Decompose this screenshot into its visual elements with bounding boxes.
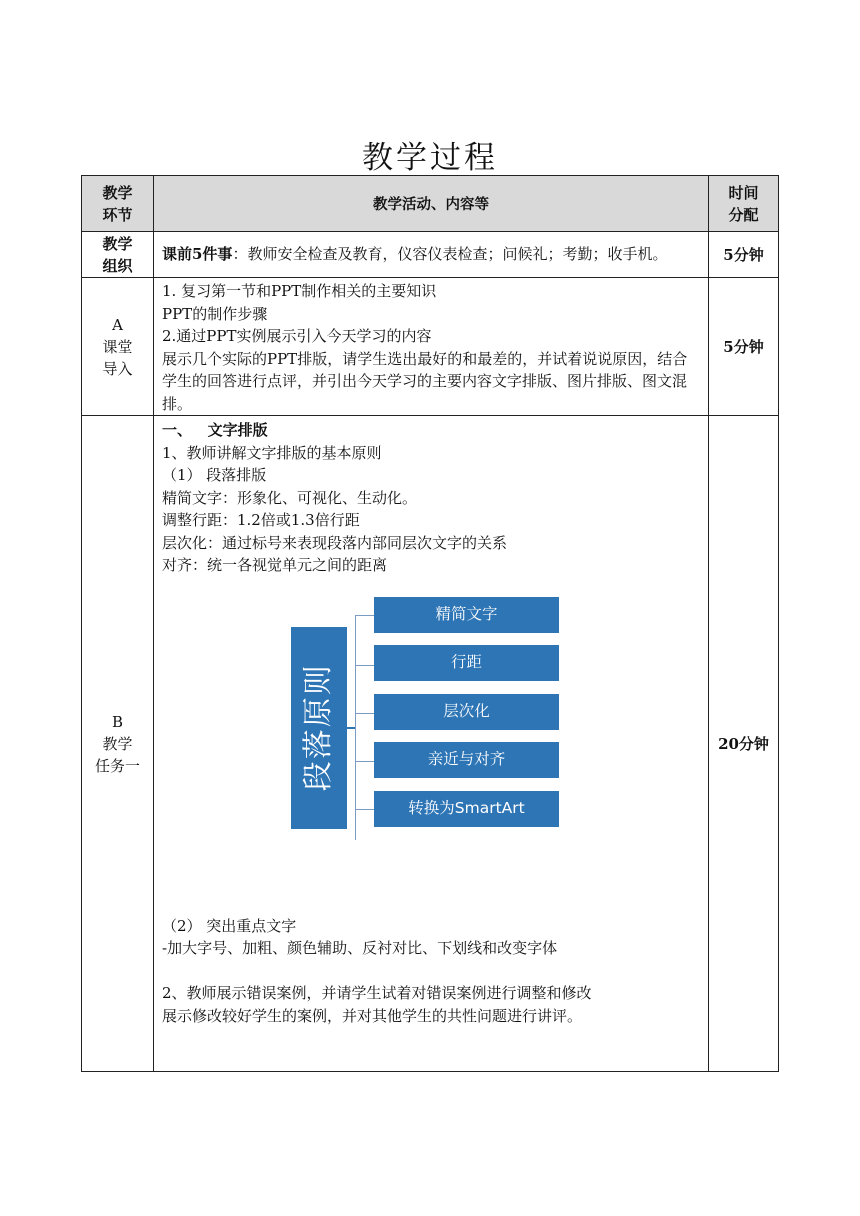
stage-cell xyxy=(82,278,154,416)
activity-line: -加大字号、加粗、颜色辅助、反衬对比、下划线和改变字体 xyxy=(162,939,558,957)
stage-text: 教学 组织 xyxy=(102,234,133,275)
header-stage-text: 教学 环节 xyxy=(102,183,133,224)
activity-line: 对齐：统一各视觉单元之间的距离 xyxy=(162,556,388,574)
connector-line xyxy=(355,615,374,616)
activity-line: （2） 突出重点文字 xyxy=(162,916,297,935)
paragraph-principles-diagram xyxy=(162,577,722,867)
header-time-text: 时间 分配 xyxy=(728,183,759,224)
connector-line xyxy=(355,615,356,840)
activity-line: （1） 段落排版 xyxy=(162,466,267,484)
table-row-task-one xyxy=(82,416,779,1072)
diagram-main-box xyxy=(291,627,347,829)
header-stage xyxy=(82,176,154,232)
diagram-item: 精简文字 xyxy=(374,597,559,633)
diagram-item: 转换为SmartArt xyxy=(374,791,559,827)
activity-line: 2.通过PPT实例展示引入今天学习的内容 xyxy=(162,327,432,345)
diagram-main-label: 段落原则 xyxy=(300,663,336,792)
time-cell: 5分钟 xyxy=(709,278,779,416)
header-activity: 教学活动、内容等 xyxy=(154,176,709,232)
connector-line xyxy=(347,727,355,729)
stage-text: A 课堂 导入 xyxy=(102,315,133,378)
connector-line xyxy=(355,761,374,762)
diagram-item: 层次化 xyxy=(374,694,559,730)
diagram-item: 行距 xyxy=(374,645,559,681)
table-row-organization xyxy=(82,232,779,278)
connector-line xyxy=(355,665,374,666)
time-cell: 5分钟 xyxy=(709,232,779,278)
activity-cell xyxy=(154,416,709,1072)
activity-line: 展示几个实际的PPT排版，请学生选出最好的和最差的，并试着说说原因，结合学生的回答进行点评，并引出今天学习的主要内容文字排版、图片排版、图文混排。 xyxy=(162,349,688,413)
activity-line: 1、教师讲解文字排版的基本原则 xyxy=(162,443,382,462)
activity-line: 展示修改较好学生的案例，并对其他学生的共性问题进行讲评。 xyxy=(162,1006,583,1025)
activity-line: PPT的制作步骤 xyxy=(162,304,268,323)
table-row-introduction xyxy=(82,278,779,416)
stage-cell xyxy=(82,232,154,278)
lesson-process-table xyxy=(81,175,779,1072)
activity-cell xyxy=(154,232,709,278)
stage-text: B 教学 任务一 xyxy=(94,712,140,775)
stage-cell xyxy=(82,416,154,1072)
table-header-row xyxy=(82,176,779,232)
connector-line xyxy=(355,809,374,810)
time-cell: 20分钟 xyxy=(709,416,779,1072)
activity-line: 调整行距：1.2倍或1.3倍行距 xyxy=(162,511,360,529)
activity-line: 层次化：通过标号来表现段落内部同层次文字的关系 xyxy=(162,533,508,552)
activity-cell xyxy=(154,278,709,416)
activity-lead: 课前5件事 xyxy=(162,245,233,264)
diagram-item: 亲近与对齐 xyxy=(374,742,559,778)
page-title: 教学过程 xyxy=(362,140,498,176)
connector-line xyxy=(355,713,374,714)
activity-line xyxy=(162,960,702,983)
section-heading: 一、 文字排版 xyxy=(162,421,268,439)
header-time xyxy=(709,176,779,232)
activity-body: ：教师安全检查及教育，仪容仪表检查；问候礼；考勤；收手机。 xyxy=(232,245,668,264)
activity-line: 精简文字：形象化、可视化、生动化。 xyxy=(162,488,418,507)
activity-line: 2、教师展示错误案例，并请学生试着对错误案例进行调整和修改 xyxy=(162,984,592,1002)
activity-line: 1. 复习第一节和PPT制作相关的主要知识 xyxy=(162,282,437,300)
